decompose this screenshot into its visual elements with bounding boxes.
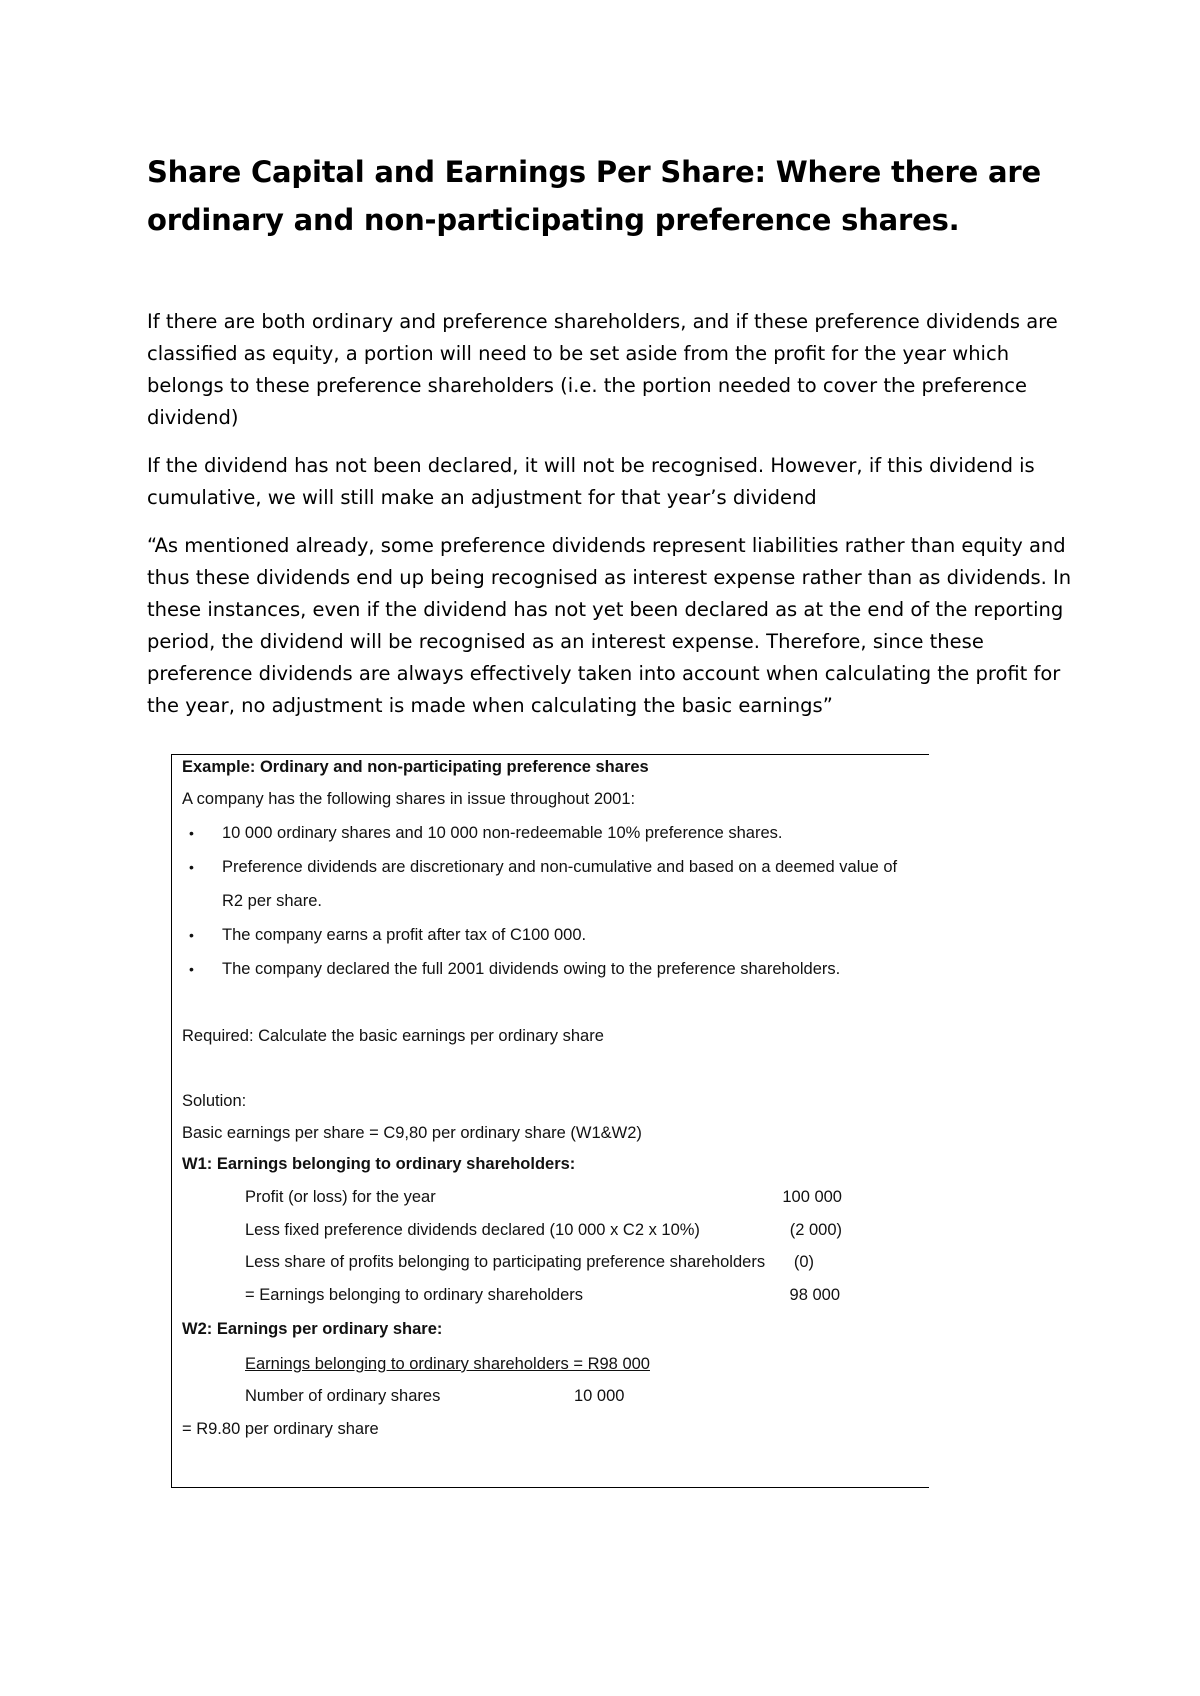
bullet-item: 10 000 ordinary shares and 10 000 non-redeemable 10% preference shares. [222,824,783,842]
bullet-marker: • [189,859,194,875]
w2-denominator-label: Number of ordinary shares [245,1387,441,1405]
bullet-item: The company earns a profit after tax of C100 000. [222,926,587,944]
w2-numerator: Earnings belonging to ordinary shareholders = R98 000 [245,1355,650,1373]
w1-row-label: Less fixed preference dividends declared (10 000 x C2 x 10%) [245,1221,700,1239]
bullet-item: The company declared the full 2001 dividends owing to the preference shareholders. [222,960,841,978]
w1-row-label: Profit (or loss) for the year [245,1188,436,1206]
w2-heading: W2: Earnings per ordinary share: [182,1320,443,1338]
example-box [171,754,929,1488]
bullet-item-continuation: R2 per share. [222,892,322,910]
paragraph-undeclared-dividend: If the dividend has not been declared, it will not be recognised. However, if this dividend is cumulative, we will still make an adjustment for that year’s dividend [147,454,1035,509]
w1-row-value: 100 000 [782,1188,842,1206]
example-intro: A company has the following shares in issue throughout 2001: [182,790,636,808]
solution-heading: Solution: [182,1092,247,1110]
w1-row-value: (0) [793,1253,814,1271]
paragraph-quote-liabilities: “As mentioned already, some preference dividends represent liabilities rather than equity and thus these dividends end up being recognised as interest expense rather than as dividends. In these instances, even if the dividend has not yet been declared as at the end of the reporting period, the dividend will be recognised as an interest expense. Therefore, since these preference dividends are always effectively taken into account when calculating the profit for the year, no adjustment is made when calculating the basic earnings” [147,534,1072,717]
w1-row-label: = Earnings belonging to ordinary shareholders [245,1286,584,1304]
bullet-item: Preference dividends are discretionary and non-cumulative and based on a deemed value of [222,858,898,876]
bullet-marker: • [189,961,194,977]
w1-row-value: (2 000) [789,1221,842,1239]
w1-row-label: Less share of profits belonging to participating preference shareholders [245,1253,766,1271]
solution-line: Basic earnings per share = C9,80 per ordinary share (W1&W2) [182,1124,642,1142]
paragraph-preference-portion: If there are both ordinary and preference shareholders, and if these preference dividends are classified as equity, a portion will need to be set aside from the profit for the year which belongs to these preference shareholders (i.e. the portion needed to cover the preference dividend) [147,310,1058,429]
bullet-marker: • [189,927,194,943]
result-line: = R9.80 per ordinary share [182,1420,379,1438]
required-text: Required: Calculate the basic earnings per ordinary share [182,1027,604,1045]
page-title: Share Capital and Earnings Per Share: Where there are ordinary and non-participating preference shares. [147,155,1041,237]
example-heading: Example: Ordinary and non-participating preference shares [182,758,649,776]
w1-heading: W1: Earnings belonging to ordinary shareholders: [182,1155,576,1173]
w2-denominator-value: 10 000 [574,1387,625,1405]
w1-row-value: 98 000 [789,1286,840,1304]
bullet-marker: • [189,825,194,841]
